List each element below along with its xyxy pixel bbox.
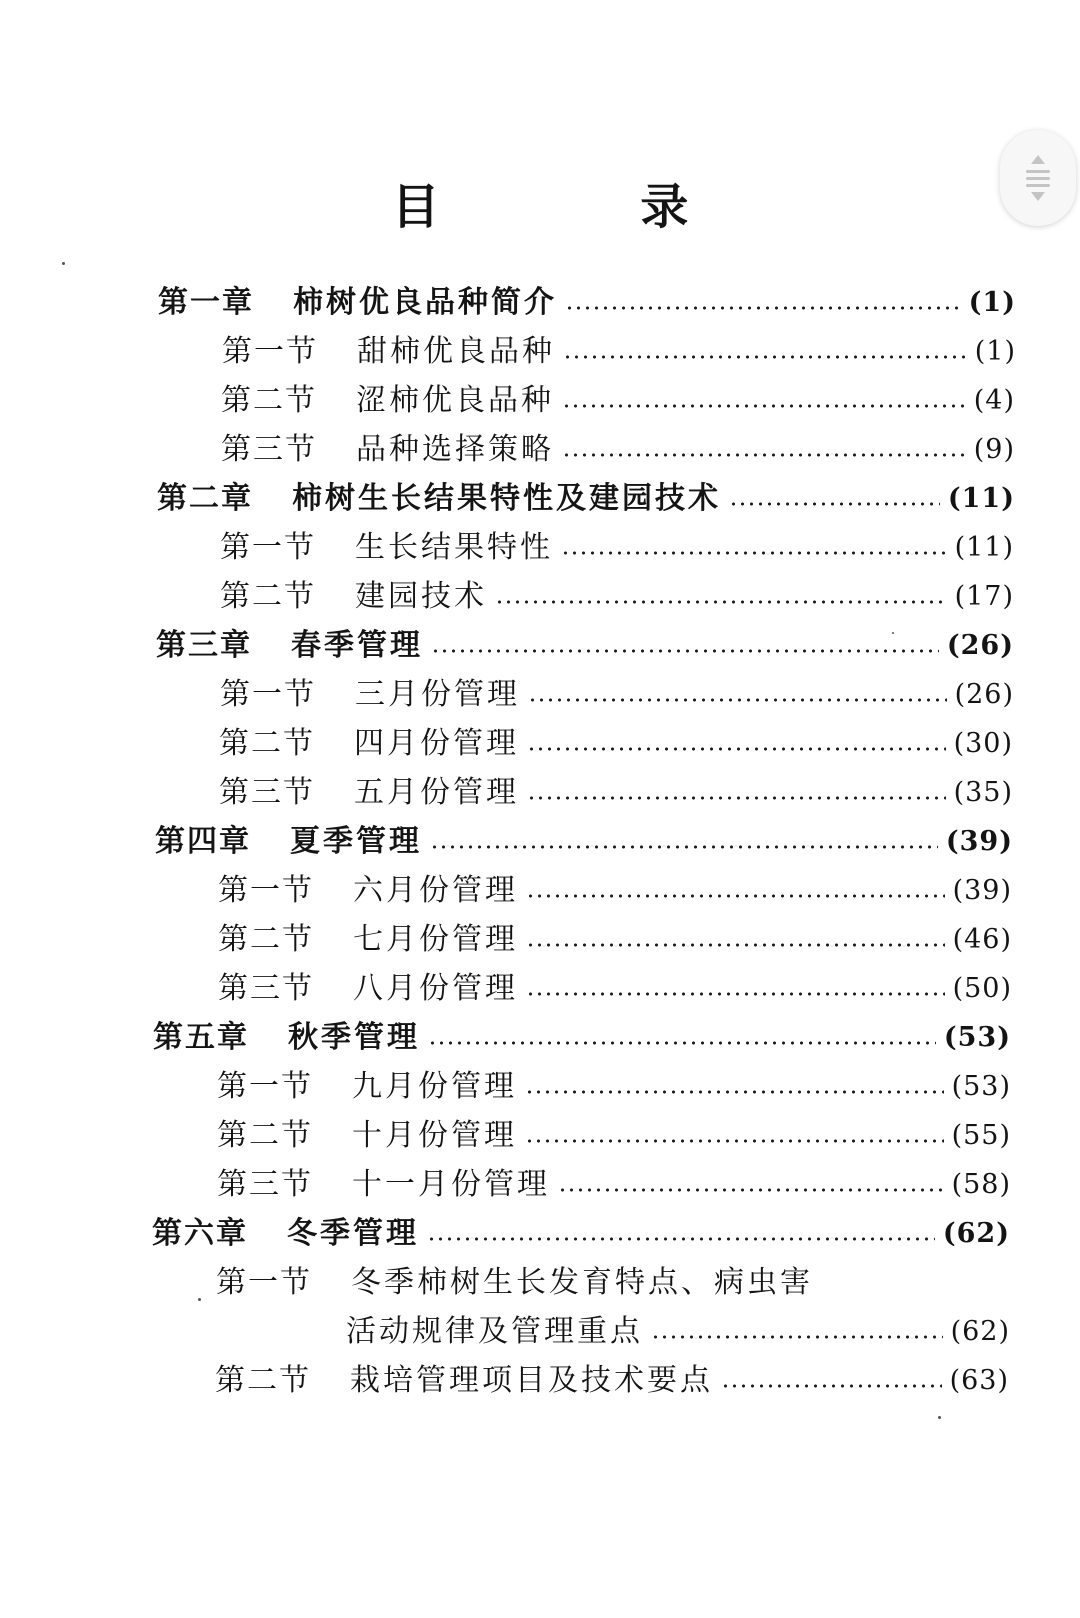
toc-page-number: (53): [951, 1071, 1011, 1102]
dot-leader: [561, 551, 947, 555]
toc-entry-number: 第二节: [220, 579, 316, 614]
toc-chapter-row[interactable]: [156, 621, 1014, 671]
toc-section-row[interactable]: [346, 1307, 1010, 1357]
dot-leader: [526, 894, 945, 898]
toc-entry-title: 秋季管理: [288, 1020, 420, 1055]
toc-page-number: (55): [951, 1120, 1011, 1151]
toc-section-row[interactable]: [222, 327, 1016, 377]
toc-entry-number: 第二节: [217, 1118, 313, 1153]
toc-page-number: (35): [953, 777, 1013, 808]
toc-entry-title: 四月份管理: [354, 726, 519, 761]
toc-page-number: (62): [942, 1218, 1010, 1249]
toc-entry-number: 第一节: [220, 530, 316, 565]
toc-entry-number: 第一章: [158, 285, 254, 320]
toc-entry-title: 涩柿优良品种: [356, 383, 554, 418]
toc-entry-title: 九月份管理: [352, 1069, 517, 1104]
toc-entry-title: 甜柿优良品种: [357, 334, 555, 369]
toc-entry-number: 第二节: [219, 726, 315, 761]
toc-page-number: (1): [974, 336, 1016, 367]
toc-entry-number: 第四章: [155, 824, 251, 859]
dot-leader: [495, 600, 947, 604]
toc-entry-number: 第一节: [217, 1069, 313, 1104]
dot-leader: [527, 747, 946, 751]
toc-entry-title: 六月份管理: [353, 873, 518, 908]
toc-page-number: (39): [952, 875, 1012, 906]
toc-entry-title: 生长结果特性: [355, 530, 553, 565]
toc-section-row[interactable]: [216, 1258, 1010, 1308]
dot-leader: [563, 355, 967, 359]
page-title: 目 录: [391, 179, 781, 235]
dot-leader: [562, 404, 966, 408]
dot-leader: [525, 1090, 944, 1094]
toc-entry-number: 第二章: [157, 481, 253, 516]
dot-leader: [651, 1335, 943, 1339]
toc-page-number: (53): [943, 1022, 1011, 1053]
toc-entry-number: 第一节: [220, 677, 316, 712]
toc-page-number: (26): [954, 679, 1014, 710]
toc-page-number: (30): [953, 728, 1013, 759]
toc-entry-number: 第三节: [219, 775, 315, 810]
toc-entry-title: 五月份管理: [354, 775, 519, 810]
toc-section-row[interactable]: [218, 866, 1012, 916]
toc-page-number: (11): [947, 483, 1015, 514]
toc-entry-number: 第一节: [216, 1265, 312, 1300]
toc-page-number: (62): [950, 1316, 1010, 1347]
dot-leader: [427, 1237, 935, 1241]
toc-page-number: (26): [946, 630, 1014, 661]
dot-leader: [729, 502, 940, 506]
toc-entry-title: 活动规律及管理重点: [346, 1314, 643, 1349]
toc-chapter-row[interactable]: [153, 1013, 1011, 1063]
toc-section-row[interactable]: [220, 523, 1014, 573]
toc-entry-title: 三月份管理: [355, 677, 520, 712]
toc-section-row[interactable]: [218, 964, 1012, 1014]
toc-entry-title: 冬季管理: [287, 1216, 419, 1251]
dot-leader: [430, 845, 938, 849]
toc-entry-title: 冬季柿树生长发育特点、病虫害: [351, 1265, 813, 1300]
toc-section-row[interactable]: [217, 1111, 1011, 1161]
toc-entry-title: 十月份管理: [352, 1118, 517, 1153]
toc-entry-number: 第三节: [217, 1167, 313, 1202]
toc-page-number: (58): [951, 1169, 1011, 1200]
dot-leader: [527, 796, 946, 800]
toc-page-number: (1): [968, 287, 1016, 318]
dot-leader: [558, 1188, 944, 1192]
toc-entry-number: 第三节: [218, 971, 314, 1006]
toc-chapter-row[interactable]: [155, 817, 1013, 867]
toc-section-row[interactable]: [218, 915, 1012, 965]
toc-section-row[interactable]: [221, 425, 1015, 475]
toc-section-row[interactable]: [221, 376, 1015, 426]
toc-section-row[interactable]: [220, 572, 1014, 622]
toc-page-number: (17): [954, 581, 1014, 612]
toc-entry-title: 八月份管理: [353, 971, 518, 1006]
toc-entry-title: 栽培管理项目及技术要点: [350, 1363, 713, 1398]
toc-entry-number: 第二节: [218, 922, 314, 957]
toc-page-number: (50): [952, 973, 1012, 1004]
toc-entry-number: 第一节: [222, 334, 318, 369]
toc-entry-title: 十一月份管理: [352, 1167, 550, 1202]
toc-page-number: (4): [973, 385, 1015, 416]
toc-section-row[interactable]: [219, 768, 1013, 818]
toc-section-row[interactable]: [220, 670, 1014, 720]
toc-entry-number: 第三章: [156, 628, 252, 663]
toc-entry-number: 第六章: [152, 1216, 248, 1251]
toc-section-row[interactable]: [219, 719, 1013, 769]
toc-entry-number: 第二节: [221, 383, 317, 418]
toc-page-number: (39): [945, 826, 1013, 857]
dot-leader: [721, 1384, 942, 1388]
toc-entry-title: 夏季管理: [290, 824, 422, 859]
toc-chapter-row[interactable]: [158, 278, 1016, 328]
dot-leader: [525, 1139, 944, 1143]
toc-entry-number: 第二节: [215, 1363, 311, 1398]
toc-entry-title: 柿树优良品种简介: [293, 285, 557, 320]
dot-leader: [562, 453, 966, 457]
toc-entry-title: 七月份管理: [353, 922, 518, 957]
toc-page-number: (46): [952, 924, 1012, 955]
toc-entry-title: 品种选择策略: [356, 432, 554, 467]
dot-leader: [431, 649, 939, 653]
toc-entry-number: 第五章: [153, 1020, 249, 1055]
toc-entry-number: 第三节: [221, 432, 317, 467]
toc-chapter-row[interactable]: [152, 1209, 1010, 1259]
toc-section-row[interactable]: [215, 1356, 1009, 1406]
toc-page-number: (11): [954, 532, 1014, 563]
toc-section-row[interactable]: [217, 1062, 1011, 1112]
toc-page-number: (63): [949, 1365, 1009, 1396]
dot-leader: [428, 1041, 936, 1045]
dot-leader: [528, 698, 947, 702]
toc-chapter-row[interactable]: [157, 474, 1015, 524]
dot-leader: [565, 306, 961, 310]
toc-section-row[interactable]: [217, 1160, 1011, 1210]
toc-entry-title: 柿树生长结果特性及建园技术: [292, 481, 721, 516]
toc-entry-title: 春季管理: [291, 628, 423, 663]
toc-page-number: (9): [973, 434, 1015, 465]
toc-entry-title: 建园技术: [355, 579, 487, 614]
toc-entry-number: 第一节: [218, 873, 314, 908]
dot-leader: [526, 992, 945, 996]
dot-leader: [526, 943, 945, 947]
